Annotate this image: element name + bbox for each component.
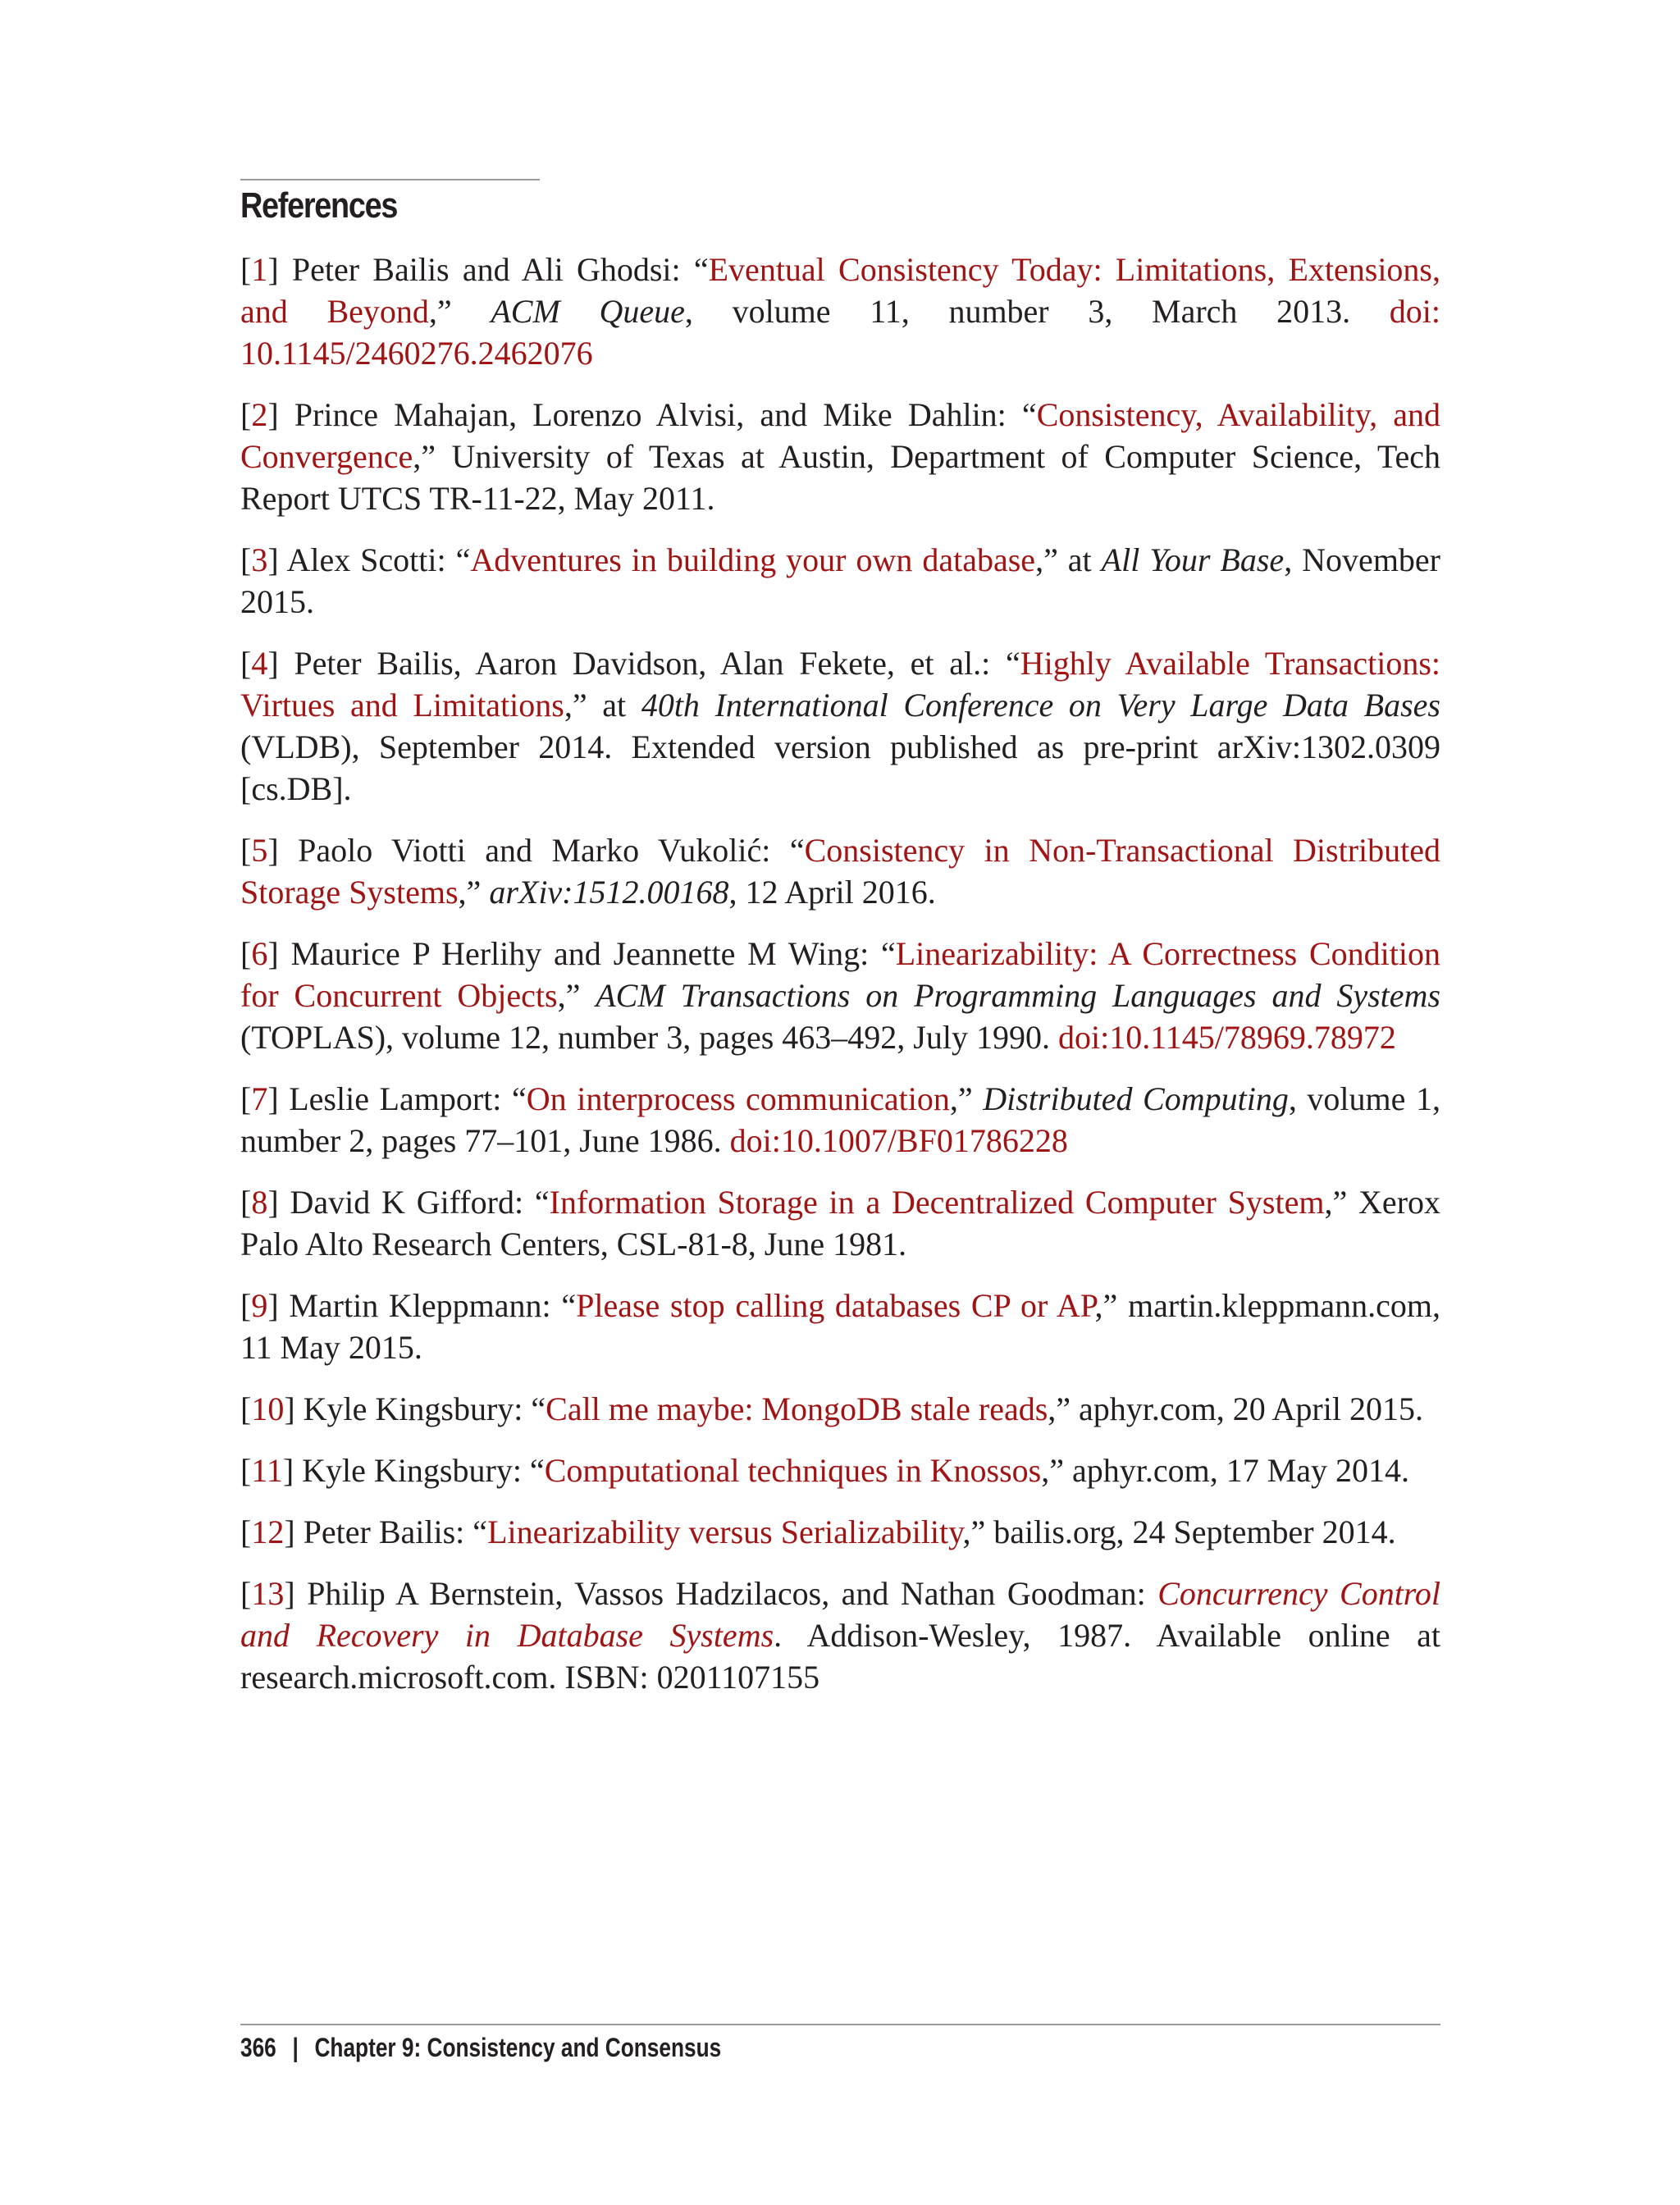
reference-number[interactable]: 11 (251, 1452, 283, 1489)
reference-link[interactable]: Information Storage in a Decentralized Computer System (549, 1184, 1325, 1221)
reference-number[interactable]: 1 (251, 251, 268, 288)
reference-item: [5] Paolo Viotti and Marko Vukolić: “Consistency in Non-Transactional Distributed Storage Systems,” arXiv:1512.00168, 12 April 2016. (240, 832, 1441, 911)
chapter-title: Chapter 9: Consistency and Consensus (314, 2033, 722, 2062)
reference-number[interactable]: 2 (251, 396, 268, 433)
reference-number[interactable]: 3 (251, 541, 268, 578)
reference-number[interactable]: 10 (251, 1390, 285, 1427)
footer-rule (240, 2024, 1440, 2025)
reference-item: [10] Kyle Kingsbury: “Call me maybe: MongoDB stale reads,” aphyr.com, 20 April 2015. (240, 1390, 1423, 1427)
reference-item: [7] Leslie Lamport: “On interprocess communication,” Distributed Computing, volume 1, number 2, pages 77–101, June 1986. doi:10.1007/BF01786228 (240, 1080, 1440, 1159)
reference-item: [4] Peter Bailis, Aaron Davidson, Alan Fekete, et al.: “Highly Available Transactions: Virtues and Limitations,” at 40th International Conference on Very Large Data Bases (VLDB), September 2014. Extended version published as pre-print arXiv:1302.0309 [cs.DB]. (240, 645, 1441, 807)
reference-link[interactable]: On interprocess communication (526, 1080, 950, 1117)
reference-number[interactable]: 13 (251, 1575, 285, 1612)
footer-separator: | (292, 2033, 299, 2062)
reference-item: [2] Prince Mahajan, Lorenzo Alvisi, and Mike Dahlin: “Consistency, Availability, and Convergence,” University of Texas at Austin, Department of Computer Science, Tech Report UTCS TR-11-22, May 2011. (240, 396, 1440, 517)
reference-link[interactable]: Highly Available Transactions: Virtues and Limitations (240, 645, 1441, 724)
reference-list (240, 249, 1440, 1718)
reference-number[interactable]: 7 (251, 1080, 268, 1117)
page-number: 366 (240, 2033, 276, 2062)
reference-item: [11] Kyle Kingsbury: “Computational techniques in Knossos,” aphyr.com, 17 May 2014. (240, 1452, 1410, 1489)
reference-link[interactable]: Please stop calling databases CP or AP (576, 1287, 1095, 1324)
reference-link[interactable]: Linearizability: A Correctness Condition for Concurrent Objects (240, 935, 1441, 1014)
doi-link[interactable]: doi:​10.1145/78969.78972 (1057, 1019, 1396, 1056)
reference-item: [1] Peter Bailis and Ali Ghodsi: “Eventual Consistency Today: Limitations, Extensions, and Beyond,” ACM Queue, volume 11, number 3, March 2013. doi:​10.1145/2460276.2462076 (240, 251, 1441, 372)
reference-link[interactable]: Call me maybe: MongoDB stale reads (546, 1390, 1048, 1427)
heading-rule (240, 179, 540, 180)
reference-item: [12] Peter Bailis: “Linearizability versus Serializability,” bailis.org, 24 September 2014. (240, 1513, 1396, 1550)
reference-link[interactable]: Consistency in Non-Transactional Distributed Storage Systems (240, 832, 1441, 911)
reference-item: [9] Martin Kleppmann: “Please stop calling databases CP or AP,” martin.kleppmann.com, 11 May 2015. (240, 1287, 1440, 1366)
reference-number[interactable]: 8 (251, 1184, 268, 1221)
reference-number[interactable]: 4 (251, 645, 268, 682)
reference-item: [13] Philip A Bernstein, Vassos Hadzilacos, and Nathan Goodman: Concurrency Control and Recovery in Database Systems. Addison-Wesley, 1987. Available online at research.microsoft.com. ISBN: 0201107155 (240, 1575, 1441, 1696)
reference-number[interactable]: 12 (251, 1513, 285, 1550)
page-heading: References (240, 185, 398, 226)
reference-number[interactable]: 5 (251, 832, 268, 869)
reference-number[interactable]: 6 (251, 935, 268, 972)
reference-link[interactable]: Linearizability versus Serializability (487, 1513, 963, 1550)
doi-link[interactable]: doi:​10.1145/2460276.2462076 (240, 293, 1441, 372)
reference-item: [8] David K Gifford: “Information Storage in a Decentralized Computer System,” Xerox Palo Alto Research Centers, CSL-81-8, June 1981. (240, 1184, 1441, 1262)
reference-link[interactable]: Concurrency Control and Recovery in Database Systems (240, 1575, 1440, 1654)
reference-link[interactable]: Eventual Consistency Today: Limitations, Extensions, and Beyond (240, 251, 1440, 330)
doi-link[interactable]: doi:10.1007/BF01786228 (729, 1122, 1068, 1159)
reference-number[interactable]: 9 (251, 1287, 268, 1324)
reference-link[interactable]: Computational techniques in Knossos (544, 1452, 1042, 1489)
reference-link[interactable]: Adventures in building your own database (470, 541, 1036, 578)
page-footer (240, 2033, 721, 2063)
reference-item: [6] Maurice P Herlihy and Jeannette M Wing: “Linearizability: A Correctness Condition for Concurrent Objects,” ACM Transactions on Programming Languages and Systems (TOPLAS), volume 12, number 3, pages 463–492, July 1990. doi:​10.1145/78969.78972 (240, 935, 1441, 1056)
reference-link[interactable]: Consistency, Availability, and Convergence (240, 396, 1440, 475)
reference-item: [3] Alex Scotti: “Adventures in building your own database,” at All Your Base, November 2015. (240, 541, 1441, 620)
